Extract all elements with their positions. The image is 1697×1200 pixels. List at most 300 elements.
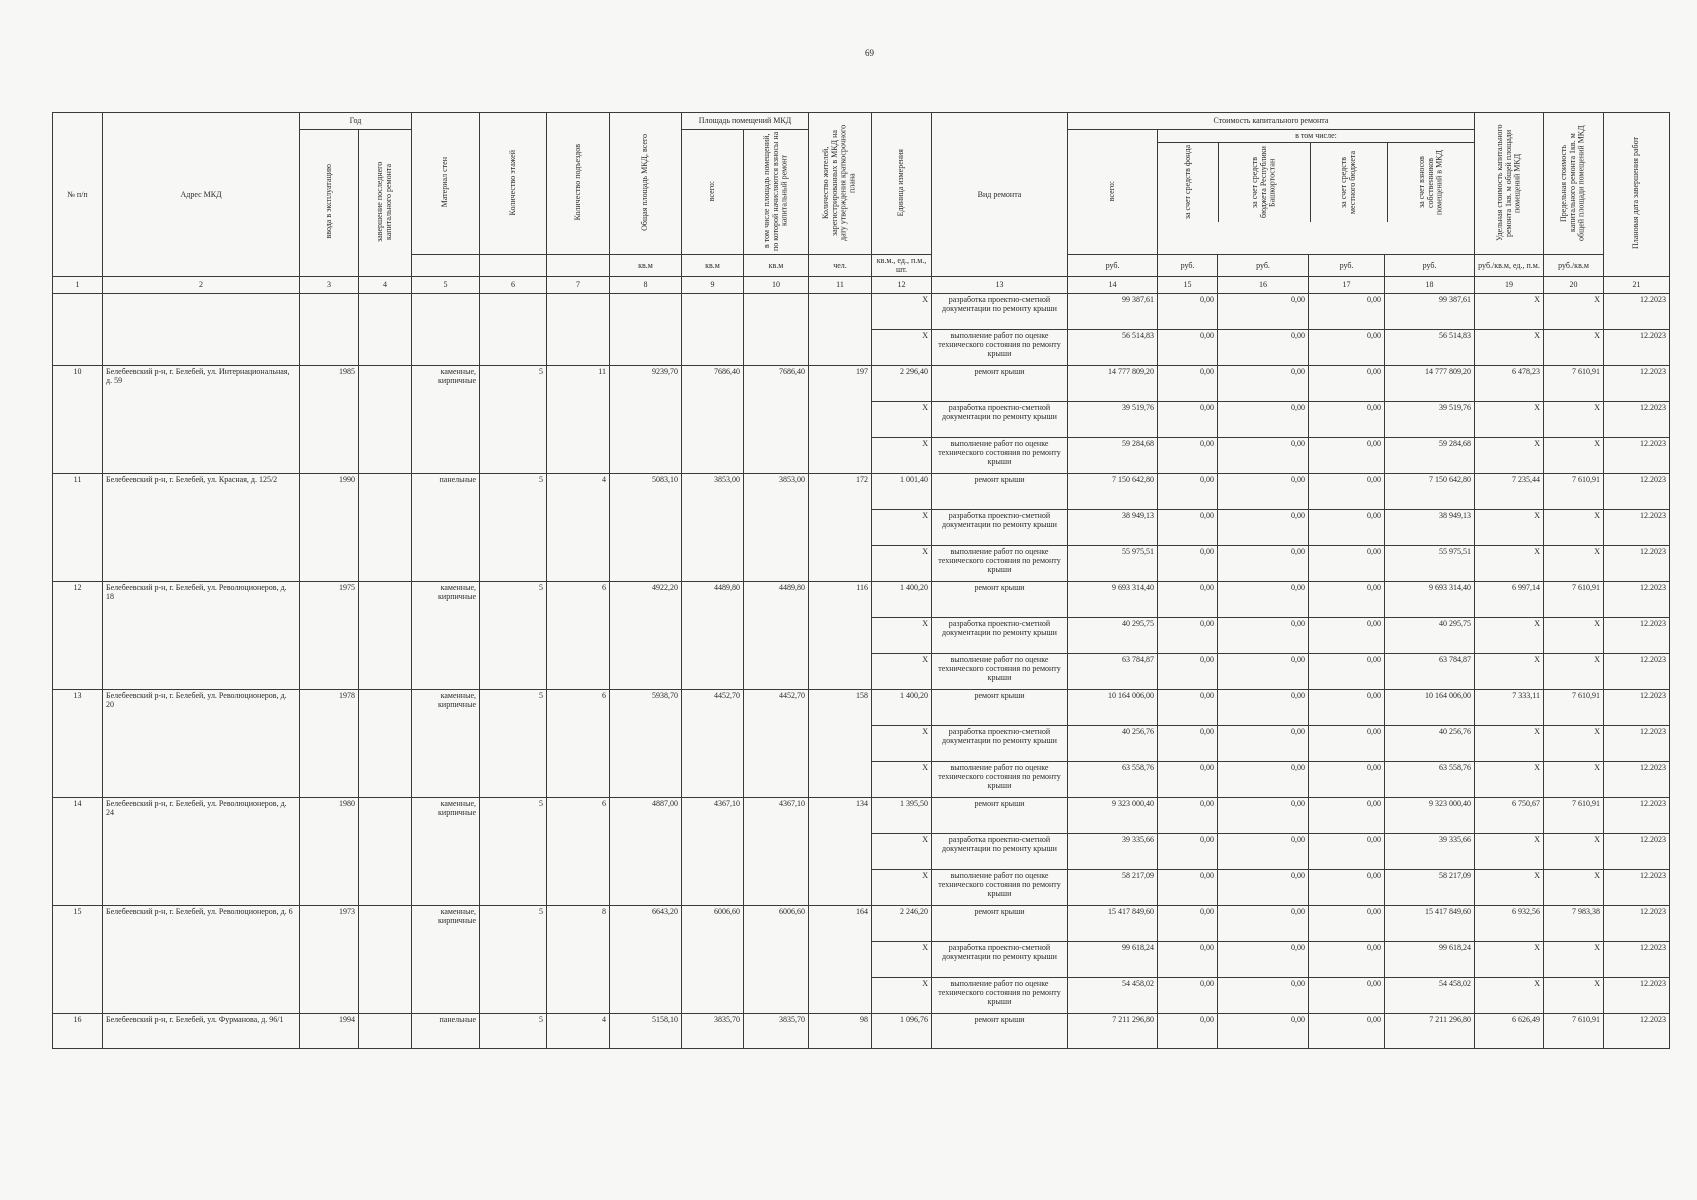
unit-max: руб./кв.м [1544, 255, 1604, 276]
row-work-type: выполнение работ по оценке технического состояния по ремонту крыши [932, 977, 1068, 1013]
row-unit: X [872, 437, 932, 473]
row-year: 1980 [300, 797, 359, 905]
row-premises-contrib: 3853,00 [744, 473, 809, 581]
row-cost-total: 59 284,68 [1068, 437, 1158, 473]
row-deadline: 12.2023 [1604, 941, 1670, 977]
row-deadline: 12.2023 [1604, 617, 1670, 653]
row-premises-total [682, 293, 744, 365]
unit-entrances [547, 255, 610, 276]
header-wall-material: Материал стен [440, 157, 450, 208]
row-cost-owners: 63 784,87 [1385, 653, 1475, 689]
row-max-cost: 7 610,91 [1544, 581, 1604, 617]
row-specific-cost: X [1475, 869, 1544, 905]
row-last-repair [359, 473, 412, 581]
row-cost-owners: 38 949,13 [1385, 509, 1475, 545]
row-material: панельные [412, 1013, 480, 1048]
header-year-last-repair: завершение последнего капитального ремонта [375, 161, 393, 242]
row-unit: X [872, 869, 932, 905]
row-area: 5083,10 [610, 473, 682, 581]
row-unit: X [872, 509, 932, 545]
row-address: Белебеевский р-н, г. Белебей, ул. Революционеров, д. 6 [103, 905, 300, 1013]
row-number: 14 [53, 797, 103, 905]
header-premises-total-cell [682, 130, 744, 255]
row-deadline: 12.2023 [1604, 293, 1670, 329]
row-specific-cost: X [1475, 941, 1544, 977]
row-specific-cost: 6 997,14 [1475, 581, 1544, 617]
row-deadline: 12.2023 [1604, 401, 1670, 437]
row-unit: X [872, 545, 932, 581]
row-cost-rb: 0,00 [1218, 869, 1309, 905]
row-cost-fund: 0,00 [1158, 905, 1218, 941]
header-total-area: Общая площадь МКД, всего [640, 134, 650, 231]
row-year: 1975 [300, 581, 359, 689]
row-material: каменные, кирпичные [412, 797, 480, 905]
row-cost-local: 0,00 [1309, 977, 1385, 1013]
row-material: панельные [412, 473, 480, 581]
row-cost-fund: 0,00 [1158, 833, 1218, 869]
unit-residents: чел. [809, 255, 872, 276]
table-row [53, 1013, 1670, 1048]
column-number: 19 [1475, 276, 1544, 293]
row-cost-owners: 14 777 809,20 [1385, 365, 1475, 401]
row-cost-total: 63 784,87 [1068, 653, 1158, 689]
row-cost-fund: 0,00 [1158, 473, 1218, 509]
row-cost-total: 9 323 000,40 [1068, 797, 1158, 833]
row-work-type: выполнение работ по оценке технического состояния по ремонту крыши [932, 761, 1068, 797]
column-number: 20 [1544, 276, 1604, 293]
row-cost-total: 9 693 314,40 [1068, 581, 1158, 617]
row-specific-cost: X [1475, 725, 1544, 761]
row-cost-rb: 0,00 [1218, 797, 1309, 833]
row-material [412, 293, 480, 365]
row-unit: X [872, 401, 932, 437]
row-cost-owners: 58 217,09 [1385, 869, 1475, 905]
row-last-repair [359, 797, 412, 905]
unit-local: руб. [1309, 255, 1385, 276]
row-max-cost: X [1544, 941, 1604, 977]
row-cost-local: 0,00 [1309, 617, 1385, 653]
row-cost-total: 63 558,76 [1068, 761, 1158, 797]
row-year: 1985 [300, 365, 359, 473]
header-premises-group: Площадь помещений МКД [682, 113, 809, 130]
row-cost-fund: 0,00 [1158, 329, 1218, 365]
row-specific-cost: X [1475, 509, 1544, 545]
row-last-repair [359, 365, 412, 473]
row-cost-total: 56 514,83 [1068, 329, 1158, 365]
column-number: 18 [1385, 276, 1475, 293]
row-floors: 5 [480, 905, 547, 1013]
row-cost-fund: 0,00 [1158, 725, 1218, 761]
row-cost-fund: 0,00 [1158, 797, 1218, 833]
row-premises-contrib [744, 293, 809, 365]
row-cost-total: 54 458,02 [1068, 977, 1158, 1013]
column-number: 7 [547, 276, 610, 293]
row-area: 5938,70 [610, 689, 682, 797]
row-work-type: выполнение работ по оценке технического состояния по ремонту крыши [932, 329, 1068, 365]
row-cost-total: 7 150 642,80 [1068, 473, 1158, 509]
header-owners-box [1388, 143, 1474, 222]
row-deadline: 12.2023 [1604, 329, 1670, 365]
row-max-cost: X [1544, 617, 1604, 653]
row-material: каменные, кирпичные [412, 581, 480, 689]
header-deadline: Плановая дата завершения работ [1631, 137, 1641, 250]
row-cost-owners: 40 256,76 [1385, 725, 1475, 761]
unit-cost-total: руб. [1068, 255, 1158, 276]
row-cost-local: 0,00 [1309, 329, 1385, 365]
table-row [53, 797, 1670, 833]
row-cost-owners: 7 211 296,80 [1385, 1013, 1475, 1048]
row-cost-owners: 7 150 642,80 [1385, 473, 1475, 509]
row-cost-total: 55 975,51 [1068, 545, 1158, 581]
row-area: 4922,20 [610, 581, 682, 689]
row-work-type: выполнение работ по оценке технического состояния по ремонту крыши [932, 869, 1068, 905]
row-cost-fund: 0,00 [1158, 293, 1218, 329]
row-cost-rb: 0,00 [1218, 581, 1309, 617]
row-cost-local: 0,00 [1309, 905, 1385, 941]
row-year: 1978 [300, 689, 359, 797]
row-residents: 164 [809, 905, 872, 1013]
column-number: 2 [103, 276, 300, 293]
row-cost-rb: 0,00 [1218, 689, 1309, 725]
row-specific-cost: X [1475, 329, 1544, 365]
row-cost-local: 0,00 [1309, 941, 1385, 977]
row-year: 1994 [300, 1013, 359, 1048]
unit-area: кв.м [610, 255, 682, 276]
row-area: 5158,10 [610, 1013, 682, 1048]
row-cost-fund: 0,00 [1158, 869, 1218, 905]
row-work-type: разработка проектно-сметной документации по ремонту крыши [932, 833, 1068, 869]
column-number: 17 [1309, 276, 1385, 293]
row-work-type: разработка проектно-сметной документации по ремонту крыши [932, 293, 1068, 329]
row-area: 6643,20 [610, 905, 682, 1013]
row-entrances: 6 [547, 689, 610, 797]
row-cost-local: 0,00 [1309, 833, 1385, 869]
unit-premises-contrib: кв.м [744, 255, 809, 276]
row-number: 11 [53, 473, 103, 581]
row-deadline: 12.2023 [1604, 797, 1670, 833]
row-max-cost: X [1544, 761, 1604, 797]
row-cost-total: 15 417 849,60 [1068, 905, 1158, 941]
row-entrances: 8 [547, 905, 610, 1013]
row-floors: 5 [480, 365, 547, 473]
row-last-repair [359, 1013, 412, 1048]
row-unit: X [872, 833, 932, 869]
row-deadline: 12.2023 [1604, 1013, 1670, 1048]
row-max-cost: X [1544, 869, 1604, 905]
row-residents: 172 [809, 473, 872, 581]
row-cost-total: 58 217,09 [1068, 869, 1158, 905]
row-deadline: 12.2023 [1604, 437, 1670, 473]
row-max-cost: 7 610,91 [1544, 797, 1604, 833]
row-cost-rb: 0,00 [1218, 833, 1309, 869]
header-entrances: Количество подъездов [572, 144, 582, 221]
row-cost-total: 40 295,75 [1068, 617, 1158, 653]
header-year-last-repair-cell [359, 130, 412, 277]
header-specific-cost: Удельная стоимость капитального ремонта 1кв. м общей площади помещений МКД [1494, 124, 1522, 241]
row-floors: 5 [480, 689, 547, 797]
header-address: Адрес МКД [103, 113, 300, 277]
row-address: Белебеевский р-н, г. Белебей, ул. Революционеров, д. 20 [103, 689, 300, 797]
row-cost-total: 99 618,24 [1068, 941, 1158, 977]
row-unit: X [872, 941, 932, 977]
row-specific-cost: X [1475, 977, 1544, 1013]
row-work-type: разработка проектно-сметной документации по ремонту крыши [932, 509, 1068, 545]
header-unit-cell [872, 113, 932, 255]
row-cost-owners: 59 284,68 [1385, 437, 1475, 473]
header-fund-box [1158, 143, 1219, 222]
column-number: 16 [1218, 276, 1309, 293]
header-residents: Количество жителей, зарегистрированных в МКД на дату утверждения краткосрочного плана [821, 124, 857, 241]
row-unit: 1 395,50 [872, 797, 932, 833]
row-number: 16 [53, 1013, 103, 1048]
row-number: 13 [53, 689, 103, 797]
header-floors: Количество этажей [507, 149, 517, 216]
header-premises-contrib-cell [744, 130, 809, 255]
row-address: Белебеевский р-н, г. Белебей, ул. Фурманова, д. 96/1 [103, 1013, 300, 1048]
header-premises-contrib: в том числе площадь помещений, по которой начисляются взносы на капитальный ремонт [761, 131, 789, 251]
column-number: 15 [1158, 276, 1218, 293]
row-cost-rb: 0,00 [1218, 329, 1309, 365]
header-rb-box [1219, 143, 1311, 222]
row-address [103, 293, 300, 365]
row-unit: X [872, 761, 932, 797]
row-premises-contrib: 4489,80 [744, 581, 809, 689]
row-unit: X [872, 977, 932, 1013]
header-premises-total: всего: [707, 180, 717, 202]
row-floors: 5 [480, 581, 547, 689]
row-premises-total: 6006,60 [682, 905, 744, 1013]
row-cost-owners: 63 558,76 [1385, 761, 1475, 797]
row-max-cost: X [1544, 509, 1604, 545]
column-number: 10 [744, 276, 809, 293]
unit-unit: кв.м., ед., п.м., шт. [872, 255, 932, 276]
row-specific-cost: 6 932,56 [1475, 905, 1544, 941]
row-premises-total: 3853,00 [682, 473, 744, 581]
row-max-cost: X [1544, 293, 1604, 329]
row-max-cost: 7 610,91 [1544, 473, 1604, 509]
unit-premises-total: кв.м [682, 255, 744, 276]
row-specific-cost: X [1475, 617, 1544, 653]
row-floors [480, 293, 547, 365]
row-number: 10 [53, 365, 103, 473]
row-max-cost: X [1544, 833, 1604, 869]
header-owners: за счет взносов собственников помещений в МКД [1416, 150, 1444, 215]
header-total-area-cell [610, 113, 682, 255]
row-deadline: 12.2023 [1604, 833, 1670, 869]
header-max-cost: Предельная стоимость капитального ремонта 1кв. м общей площади помещений МКД [1559, 124, 1586, 241]
row-specific-cost: 6 626,49 [1475, 1013, 1544, 1048]
row-cost-local: 0,00 [1309, 761, 1385, 797]
row-specific-cost: 7 333,11 [1475, 689, 1544, 725]
row-year: 1990 [300, 473, 359, 581]
row-max-cost: 7 610,91 [1544, 365, 1604, 401]
row-unit: X [872, 617, 932, 653]
row-residents: 197 [809, 365, 872, 473]
row-deadline: 12.2023 [1604, 509, 1670, 545]
header-deadline-cell [1604, 113, 1670, 277]
table-row [53, 293, 1670, 329]
header-rb-budget: за счет средств бюджета Республики Башкортостан [1250, 146, 1277, 219]
row-deadline: 12.2023 [1604, 581, 1670, 617]
header-cost-total: всего: [1107, 180, 1117, 202]
row-work-type: ремонт крыши [932, 1013, 1068, 1048]
header-work-type: Вид ремонта [932, 113, 1068, 277]
row-work-type: выполнение работ по оценке технического состояния по ремонту крыши [932, 653, 1068, 689]
header-year-commission: ввода в эксплуатацию [323, 164, 333, 239]
row-specific-cost: X [1475, 653, 1544, 689]
row-address: Белебеевский р-н, г. Белебей, ул. Красная, д. 125/2 [103, 473, 300, 581]
column-number: 4 [359, 276, 412, 293]
row-year [300, 293, 359, 365]
header-no: № п/п [53, 113, 103, 277]
row-last-repair [359, 689, 412, 797]
row-specific-cost: X [1475, 437, 1544, 473]
table-row [53, 689, 1670, 725]
unit-wall [412, 255, 480, 276]
row-premises-total: 4489,80 [682, 581, 744, 689]
row-cost-fund: 0,00 [1158, 365, 1218, 401]
row-premises-contrib: 7686,40 [744, 365, 809, 473]
row-max-cost: X [1544, 977, 1604, 1013]
header-floors-cell [480, 113, 547, 255]
row-entrances: 11 [547, 365, 610, 473]
row-premises-total: 3835,70 [682, 1013, 744, 1048]
column-number: 12 [872, 276, 932, 293]
column-number: 8 [610, 276, 682, 293]
header-cost-total-cell [1068, 130, 1158, 255]
row-work-type: разработка проектно-сметной документации по ремонту крыши [932, 401, 1068, 437]
row-max-cost: X [1544, 329, 1604, 365]
row-premises-total: 4452,70 [682, 689, 744, 797]
row-cost-total: 10 164 006,00 [1068, 689, 1158, 725]
row-area [610, 293, 682, 365]
column-number: 11 [809, 276, 872, 293]
row-cost-local: 0,00 [1309, 293, 1385, 329]
row-max-cost: X [1544, 545, 1604, 581]
row-entrances: 6 [547, 797, 610, 905]
row-cost-rb: 0,00 [1218, 977, 1309, 1013]
table-row [53, 581, 1670, 617]
row-max-cost: X [1544, 653, 1604, 689]
row-cost-owners: 39 519,76 [1385, 401, 1475, 437]
column-number: 14 [1068, 276, 1158, 293]
row-deadline: 12.2023 [1604, 725, 1670, 761]
header-cost-group: Стоимость капитального ремонта [1068, 113, 1475, 130]
page-number: 69 [865, 48, 874, 58]
row-cost-owners: 99 618,24 [1385, 941, 1475, 977]
row-cost-owners: 54 458,02 [1385, 977, 1475, 1013]
header-year-commission-cell [300, 130, 359, 277]
header-wall-material-cell [412, 113, 480, 255]
row-cost-owners: 55 975,51 [1385, 545, 1475, 581]
row-cost-total: 7 211 296,80 [1068, 1013, 1158, 1048]
header-fund: за счет средств фонда [1182, 145, 1192, 220]
row-work-type: ремонт крыши [932, 797, 1068, 833]
row-residents: 158 [809, 689, 872, 797]
row-deadline: 12.2023 [1604, 473, 1670, 509]
header-including-block [1158, 130, 1475, 255]
header-specific-cost-cell [1475, 113, 1544, 255]
unit-rb: руб. [1218, 255, 1309, 276]
row-cost-fund: 0,00 [1158, 581, 1218, 617]
row-max-cost: X [1544, 437, 1604, 473]
row-cost-fund: 0,00 [1158, 977, 1218, 1013]
row-number [53, 293, 103, 365]
row-unit: 1 001,40 [872, 473, 932, 509]
unit-floors [480, 255, 547, 276]
row-cost-owners: 56 514,83 [1385, 329, 1475, 365]
row-work-type: разработка проектно-сметной документации по ремонту крыши [932, 617, 1068, 653]
row-deadline: 12.2023 [1604, 653, 1670, 689]
row-cost-owners: 9 323 000,40 [1385, 797, 1475, 833]
row-cost-local: 0,00 [1309, 797, 1385, 833]
row-max-cost: 7 610,91 [1544, 1013, 1604, 1048]
row-specific-cost: 6 478,23 [1475, 365, 1544, 401]
row-cost-rb: 0,00 [1218, 509, 1309, 545]
row-premises-contrib: 4367,10 [744, 797, 809, 905]
row-unit: 1 096,76 [872, 1013, 932, 1048]
row-cost-rb: 0,00 [1218, 725, 1309, 761]
row-cost-local: 0,00 [1309, 473, 1385, 509]
row-address: Белебеевский р-н, г. Белебей, ул. Революционеров, д. 24 [103, 797, 300, 905]
row-unit: X [872, 293, 932, 329]
row-area: 4887,00 [610, 797, 682, 905]
row-cost-local: 0,00 [1309, 509, 1385, 545]
row-entrances [547, 293, 610, 365]
row-specific-cost: X [1475, 401, 1544, 437]
row-cost-local: 0,00 [1309, 869, 1385, 905]
row-work-type: ремонт крыши [932, 905, 1068, 941]
row-cost-total: 14 777 809,20 [1068, 365, 1158, 401]
row-cost-local: 0,00 [1309, 545, 1385, 581]
column-number: 1 [53, 276, 103, 293]
capital-repair-table [52, 112, 1670, 1049]
row-cost-owners: 39 335,66 [1385, 833, 1475, 869]
row-cost-local: 0,00 [1309, 401, 1385, 437]
row-max-cost: X [1544, 725, 1604, 761]
row-cost-owners: 10 164 006,00 [1385, 689, 1475, 725]
unit-fund: руб. [1158, 255, 1218, 276]
row-cost-local: 0,00 [1309, 653, 1385, 689]
row-unit: 2 246,20 [872, 905, 932, 941]
row-cost-fund: 0,00 [1158, 401, 1218, 437]
row-specific-cost: X [1475, 545, 1544, 581]
row-cost-rb: 0,00 [1218, 905, 1309, 941]
row-cost-total: 40 256,76 [1068, 725, 1158, 761]
row-deadline: 12.2023 [1604, 977, 1670, 1013]
row-cost-fund: 0,00 [1158, 617, 1218, 653]
row-floors: 5 [480, 1013, 547, 1048]
row-work-type: ремонт крыши [932, 581, 1068, 617]
header-unit: Единица измерения [896, 148, 906, 217]
row-cost-rb: 0,00 [1218, 365, 1309, 401]
row-last-repair [359, 905, 412, 1013]
row-work-type: выполнение работ по оценке технического состояния по ремонту крыши [932, 545, 1068, 581]
row-residents: 116 [809, 581, 872, 689]
row-specific-cost: 7 235,44 [1475, 473, 1544, 509]
row-cost-local: 0,00 [1309, 1013, 1385, 1048]
row-residents: 134 [809, 797, 872, 905]
column-number: 6 [480, 276, 547, 293]
header-year-group: Год [300, 113, 412, 130]
row-cost-local: 0,00 [1309, 365, 1385, 401]
row-cost-total: 38 949,13 [1068, 509, 1158, 545]
row-cost-rb: 0,00 [1218, 401, 1309, 437]
row-cost-fund: 0,00 [1158, 437, 1218, 473]
row-material: каменные, кирпичные [412, 689, 480, 797]
row-cost-owners: 99 387,61 [1385, 293, 1475, 329]
row-unit: 1 400,20 [872, 581, 932, 617]
